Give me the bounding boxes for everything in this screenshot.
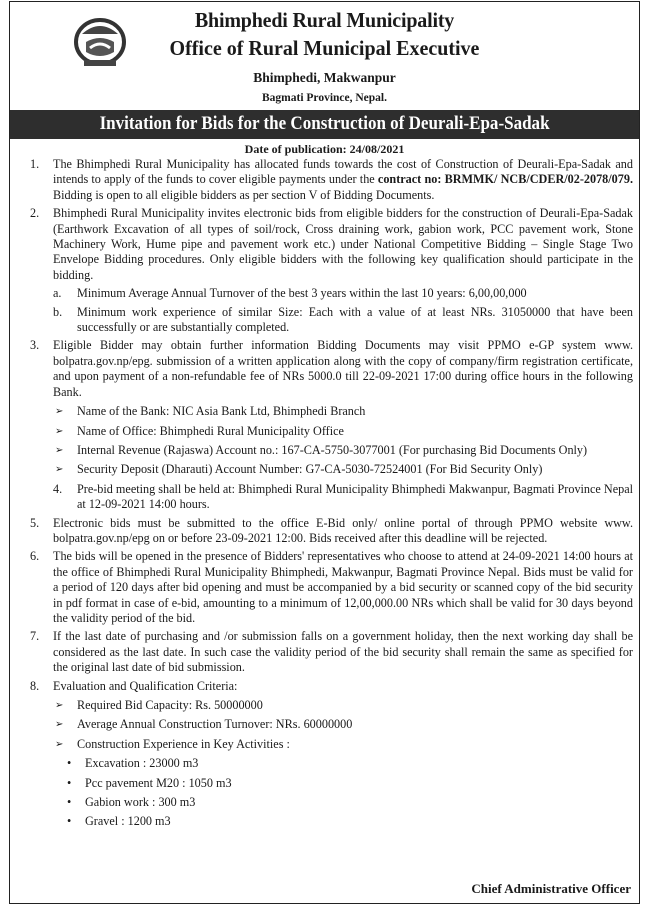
item-number: 1. — [30, 157, 40, 171]
sub-text: Minimum work experience of similar Size: Each with a value of at least NRs. 31050000 that have been successfully or are substantially completed. — [77, 304, 633, 335]
notice-title-banner — [10, 110, 639, 139]
item-number: 5. — [30, 515, 40, 530]
criteria-item — [53, 698, 633, 713]
arrow-bullet-icon: ➢ — [55, 738, 64, 750]
item-number: 8. — [30, 678, 40, 693]
list-item-5 — [18, 516, 633, 547]
item-number: 2. — [30, 206, 40, 221]
address-line-2: Bagmati Province, Nepal. — [262, 92, 387, 104]
item-text: Electronic bids must be submitted to the office E-Bid only/ online portal of through PPMO website www. bolpatra.gov.np/epg on or before 23-09-2021 12:00. Bids received after this deadline will be rejected. — [53, 515, 633, 545]
activity-text: Gabion work : 300 m3 — [85, 795, 196, 810]
activity-text: Gravel : 1200 m3 — [85, 814, 171, 829]
item-text: Bidding is open to all eligible bidders as per section V of Bidding Documents. — [53, 187, 435, 202]
office-name: Office of Rural Municipal Executive — [169, 36, 480, 60]
publication-date: Date of publication: 24/08/2021 — [244, 142, 405, 156]
criteria-item — [53, 717, 633, 732]
sub-marker: a. — [53, 286, 62, 301]
bank-detail — [53, 404, 633, 419]
activity-item — [53, 795, 633, 810]
sub-text: Minimum Average Annual Turnover of the best 3 years within the last 10 years: 6,00,00,000 — [77, 286, 527, 301]
arrow-bullet-icon: ➢ — [55, 464, 64, 476]
qualification-b — [53, 305, 633, 336]
list-item-8 — [18, 679, 633, 830]
arrow-bullet-icon: ➢ — [55, 425, 64, 437]
list-item-7 — [18, 629, 633, 675]
criteria-item — [53, 737, 633, 752]
activity-item — [53, 756, 633, 771]
item-text: The Bhimphedi Rural Municipality has allocated funds towards the cost of Construction of Deurali-Epa-Sadak and intends to apply of the funds to cover eligible payments under the — [53, 157, 633, 187]
bullet-icon: • — [67, 775, 72, 790]
activity-text: Excavation : 23000 m3 — [85, 756, 199, 771]
criteria-text: Required Bid Capacity: Rs. 50000000 — [77, 698, 263, 712]
qualification-a — [53, 286, 633, 301]
bullet-icon: • — [67, 795, 72, 810]
bank-detail — [53, 443, 633, 458]
bullet-icon: • — [67, 756, 72, 771]
item-text: Pre-bid meeting shall be held at: Bhimphedi Rural Municipality Bhimphedi Makwanpur, Bagmati Province Nepal at 12-09-2021 14:00 hours. — [77, 481, 633, 512]
list-item-1 — [18, 157, 633, 203]
list-item-2 — [18, 206, 633, 335]
item-text: The bids will be opened in the presence of Bidders' representatives who choose to attend at 24-09-2021 14:00 hours at the office of Bhimphedi Rural Municipality Bhimphedi, Makwanpur, Bagmati Province Nepal. Bids must be valid for a period of 120 days after bid opening and must be accompanied by a bid security or scanned copy of the bid security in pdf format in case of e-bid, amounting to a minimum of 12,00,000.00 NRs which shall be valid for 30 days beyond the validity period of the bid. — [53, 549, 633, 625]
criteria-text: Construction Experience in Key Activities : — [77, 736, 290, 751]
bullet-icon: • — [67, 814, 72, 829]
activity-item — [53, 814, 633, 829]
revenue-account: Internal Revenue (Rajaswa) Account no.: 167-CA-5750-3077001 (For purchasing Bid Documents Only) — [77, 442, 588, 457]
item-text: If the last date of purchasing and /or submission falls on a government holiday, then the next working day shall be considered as the last date. In such case the validity period of the bid security shall remain the same as specified for the original last date of bid submission. — [53, 629, 633, 675]
security-deposit-account: Security Deposit (Dharauti) Account Number: G7-CA-5030-72524001 (For Bid Security Only) — [77, 462, 543, 477]
list-item-4 — [53, 482, 633, 513]
item-number: 6. — [30, 549, 40, 564]
activity-text: Pcc pavement M20 : 1050 m3 — [85, 775, 232, 790]
address-line-1: Bhimphedi, Makwanpur — [253, 70, 396, 85]
notice-title: Invitation for Bids for the Construction of Deurali-Epa-Sadak — [99, 114, 550, 134]
list-item-3 — [18, 338, 633, 512]
bid-notice — [9, 1, 640, 904]
criteria-text: Average Annual Construction Turnover: NRs. 60000000 — [77, 717, 353, 732]
arrow-bullet-icon: ➢ — [55, 719, 64, 731]
item-text: Bhimphedi Rural Municipality invites electronic bids from eligible bidders for the construction of Deurali-Epa-Sadak (Earthwork Excavation of all types of soil/rock, Cross draining work, gabion work, PCC pavement work, Stone Machinery Work, Hume pipe and pavement work etc.) under National Competitive Bidding – Single Stage Two Envelope Bidding procedures. Only eligible bidders with the following key qualification should participate in the bidding. — [53, 206, 633, 282]
arrow-bullet-icon: ➢ — [55, 444, 64, 456]
notice-header — [10, 2, 639, 110]
item-text: Eligible Bidder may obtain further information Bidding Documents may visit PPMO e-GP system www. bolpatra.gov.np/epg. submission of a written application along with the copy of company/firm registration certificate, and upon payment of a non-refundable fee of NRs 5000.0 till 22-09-2021 17:00 during office hours in the following Bank. — [53, 338, 633, 399]
item-text: Evaluation and Qualification Criteria: — [53, 678, 238, 693]
office-name-detail: Name of Office: Bhimphedi Rural Municipality Office — [77, 423, 344, 438]
item-number: 4. — [53, 481, 63, 496]
notice-body — [18, 157, 633, 834]
activity-item — [53, 776, 633, 791]
sub-marker: b. — [53, 304, 63, 319]
item-number: 3. — [30, 338, 40, 353]
bank-detail — [53, 424, 633, 439]
signatory: Chief Administrative Officer — [471, 881, 631, 896]
arrow-bullet-icon: ➢ — [55, 406, 64, 418]
bank-name: Name of the Bank: NIC Asia Bank Ltd, Bhimphedi Branch — [77, 404, 366, 419]
item-number: 7. — [30, 629, 40, 644]
list-item-6 — [18, 549, 633, 626]
arrow-bullet-icon: ➢ — [55, 700, 64, 711]
contract-number: contract no: BRMMK/ NCB/CDER/02-2078/079. — [377, 172, 633, 187]
municipality-name: Bhimphedi Rural Municipality — [194, 8, 455, 32]
bank-detail — [53, 462, 633, 477]
